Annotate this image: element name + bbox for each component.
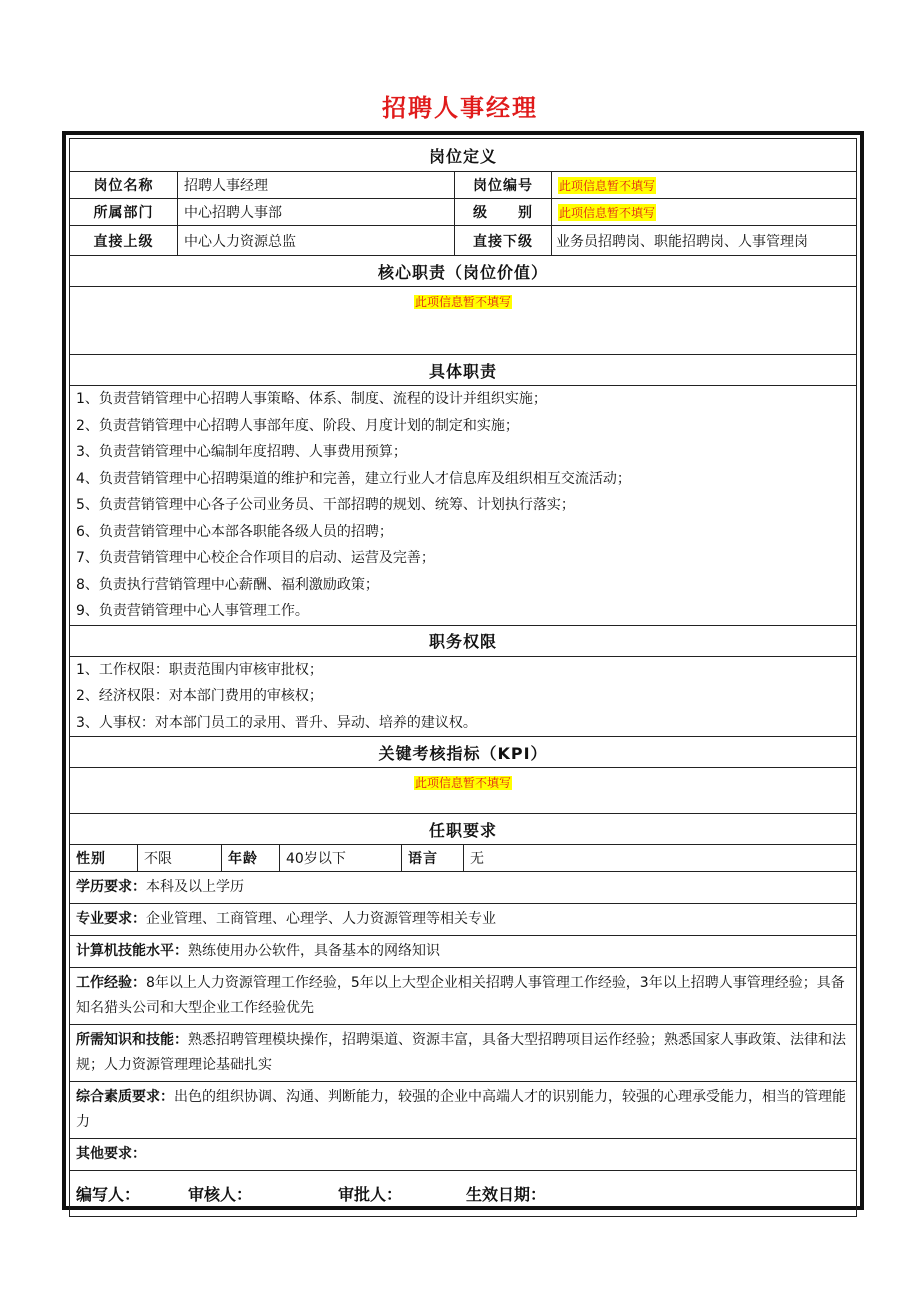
label-position-name: 岗位名称 xyxy=(93,178,154,194)
document-title: 招聘人事经理 xyxy=(382,93,538,122)
section-header-definition: 岗位定义 xyxy=(428,146,497,166)
requirement-major: 专业要求：企业管理、工商管理、心理学、人力资源管理等相关专业 xyxy=(70,903,856,935)
requirement-experience: 工作经验：8年以上人力资源管理工作经验，5年以上大型企业相关招聘人事管理工作经验，3年以上招聘人事管理经验；具备知名猎头公司和大型企业工作经验优先 xyxy=(70,967,856,1024)
placeholder-level: 此项信息暂不填写 xyxy=(559,205,656,220)
list-item: 2、经济权限：对本部门费用的审核权； xyxy=(76,688,323,704)
signature-row xyxy=(70,1170,856,1216)
value-subordinate: 业务员招聘岗、职能招聘岗、人事管理岗 xyxy=(551,226,856,255)
section-header-core: 核心职责（岗位价值） xyxy=(70,255,856,286)
placeholder-position-code: 此项信息暂不填写 xyxy=(559,178,656,193)
requirement-education: 学历要求：本科及以上学历 xyxy=(70,871,856,903)
list-item: 6、负责营销管理中心本部各职能各级人员的招聘； xyxy=(76,523,393,540)
authority-list xyxy=(70,656,856,737)
list-item: 7、负责营销管理中心校企合作项目的启动、运营及完善； xyxy=(76,550,435,566)
info-row-dept xyxy=(70,198,856,225)
list-item: 9、负责营销管理中心人事管理工作。 xyxy=(76,603,309,619)
requirement-other: 其他要求： xyxy=(70,1138,856,1170)
value-department: 中心招聘人事部 xyxy=(177,199,454,225)
value-superior: 中心人力资源总监 xyxy=(177,226,454,255)
requirement-quality: 综合素质要求：出色的组织协调、沟通、判断能力，较强的企业中高端人才的识别能力，较强的心理承受能力，相当的管理能力 xyxy=(70,1081,856,1138)
signature-approver: 审批人： xyxy=(338,1185,403,1204)
section-header-authority: 职务权限 xyxy=(70,625,856,656)
requirement-computer: 计算机技能水平：熟练使用办公软件，具备基本的网络知识 xyxy=(70,935,856,967)
duties-list xyxy=(70,385,856,625)
signature-reviewer: 审核人： xyxy=(188,1185,253,1204)
section-header-duties: 具体职责 xyxy=(70,354,856,385)
placeholder-kpi: 此项信息暂不填写 xyxy=(414,776,511,790)
value-language: 无 xyxy=(463,845,856,871)
list-item: 3、人事权：对本部门员工的录用、晋升、异动、培养的建议权。 xyxy=(76,714,477,731)
value-gender: 不限 xyxy=(137,845,221,871)
list-item: 8、负责执行营销管理中心薪酬、福利激励政策； xyxy=(76,576,379,593)
info-row-name xyxy=(70,171,856,198)
signature-effective-date: 生效日期： xyxy=(466,1185,547,1204)
job-description-frame xyxy=(62,131,864,1210)
kpi-block xyxy=(70,767,856,813)
placeholder-core-duties: 此项信息暂不填写 xyxy=(414,295,511,309)
label-language: 语言 xyxy=(401,845,463,871)
label-department: 所属部门 xyxy=(93,205,154,221)
list-item: 3、负责营销管理中心编制年度招聘、人事费用预算； xyxy=(76,444,407,460)
list-item: 1、负责营销管理中心招聘人事策略、体系、制度、流程的设计并组织实施； xyxy=(76,391,547,407)
label-gender: 性别 xyxy=(76,851,106,867)
value-age: 40岁以下 xyxy=(279,845,401,871)
signature-writer: 编写人： xyxy=(76,1185,141,1204)
core-duties-block xyxy=(70,286,856,354)
list-item: 2、负责营销管理中心招聘人事部年度、阶段、月度计划的制定和实施； xyxy=(76,417,519,434)
label-subordinate: 直接下级 xyxy=(454,226,551,255)
section-header-requirements: 任职要求 xyxy=(70,813,856,844)
value-position-name: 招聘人事经理 xyxy=(177,172,454,198)
label-level: 级 别 xyxy=(454,199,551,225)
job-description-table xyxy=(69,138,857,1217)
requirement-knowledge: 所需知识和技能：熟悉招聘管理模块操作，招聘渠道、资源丰富，具备大型招聘项目运作经验；熟悉国家人事政策、法律和法规；人力资源管理理论基础扎实 xyxy=(70,1024,856,1081)
label-age: 年龄 xyxy=(221,845,279,871)
label-position-code: 岗位编号 xyxy=(454,172,551,198)
label-superior: 直接上级 xyxy=(93,233,154,250)
basic-requirements-row xyxy=(70,844,856,871)
list-item: 1、工作权限：职责范围内审核审批权； xyxy=(76,661,323,678)
info-row-superior xyxy=(70,225,856,255)
list-item: 5、负责营销管理中心各子公司业务员、干部招聘的规划、统筹、计划执行落实； xyxy=(76,497,575,513)
section-header-kpi: 关键考核指标（KPI） xyxy=(70,736,856,767)
list-item: 4、负责营销管理中心招聘渠道的维护和完善，建立行业人才信息库及组织相互交流活动； xyxy=(76,470,631,487)
